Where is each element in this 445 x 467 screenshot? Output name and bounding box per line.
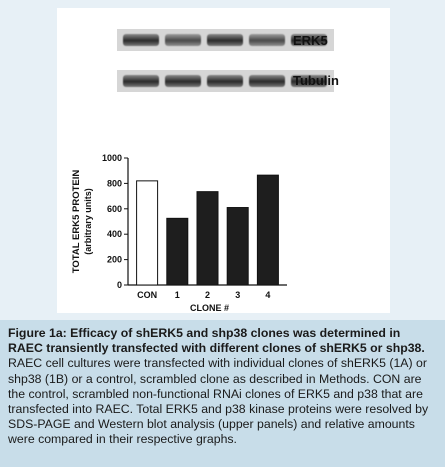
y-tick-label: 800 xyxy=(106,178,122,189)
x-tick-label: 2 xyxy=(204,290,211,300)
x-tick-label: 1 xyxy=(174,290,180,300)
caption-title: Figure 1a: Efficacy of shERK5 and shp38 clones was determined in RAEC transiently transfected with different clones of shERK5 or shp38. xyxy=(8,326,425,356)
y-tick-label: 1000 xyxy=(101,153,122,163)
erk5-bar-chart xyxy=(57,8,390,313)
x-axis-title: CLONE # xyxy=(189,303,230,313)
caption-body: RAEC cell cultures were transfected with individual clones of shERK5 (1A) or shp38 (1B) or a control, scrambled clone as described in Methods. CON are the control, scrambled non-functional RNAi clones of ERK5 and p38 that are transfected into RAEC. Total ERK5 and p38 kinase proteins were resolved by SDS-PAGE and Western blot analysis (upper panels) and relative amounts were compared in their respective graphs. xyxy=(8,356,429,447)
bar-4 xyxy=(257,175,278,285)
y-tick-label: 200 xyxy=(106,254,122,265)
tubulin-blot-label: Tubulin xyxy=(293,73,339,88)
bar-3 xyxy=(227,208,248,285)
figure-caption xyxy=(0,320,445,467)
x-tick-label: 4 xyxy=(265,290,271,300)
y-tick-label: 400 xyxy=(106,229,122,240)
bar-1 xyxy=(167,218,188,285)
bar-2 xyxy=(197,192,218,285)
x-tick-label: CON xyxy=(137,290,158,300)
y-tick-label: 0 xyxy=(116,280,122,290)
y-tick-label: 600 xyxy=(106,203,122,214)
x-tick-label: 3 xyxy=(235,290,241,300)
y-axis-subtitle: (arbitrary units) xyxy=(83,188,93,255)
figure-panel xyxy=(57,8,390,313)
erk5-blot-label: ERK5 xyxy=(293,33,328,48)
y-axis-title: TOTAL ERK5 PROTEIN xyxy=(71,169,82,274)
bar-con xyxy=(137,181,158,285)
